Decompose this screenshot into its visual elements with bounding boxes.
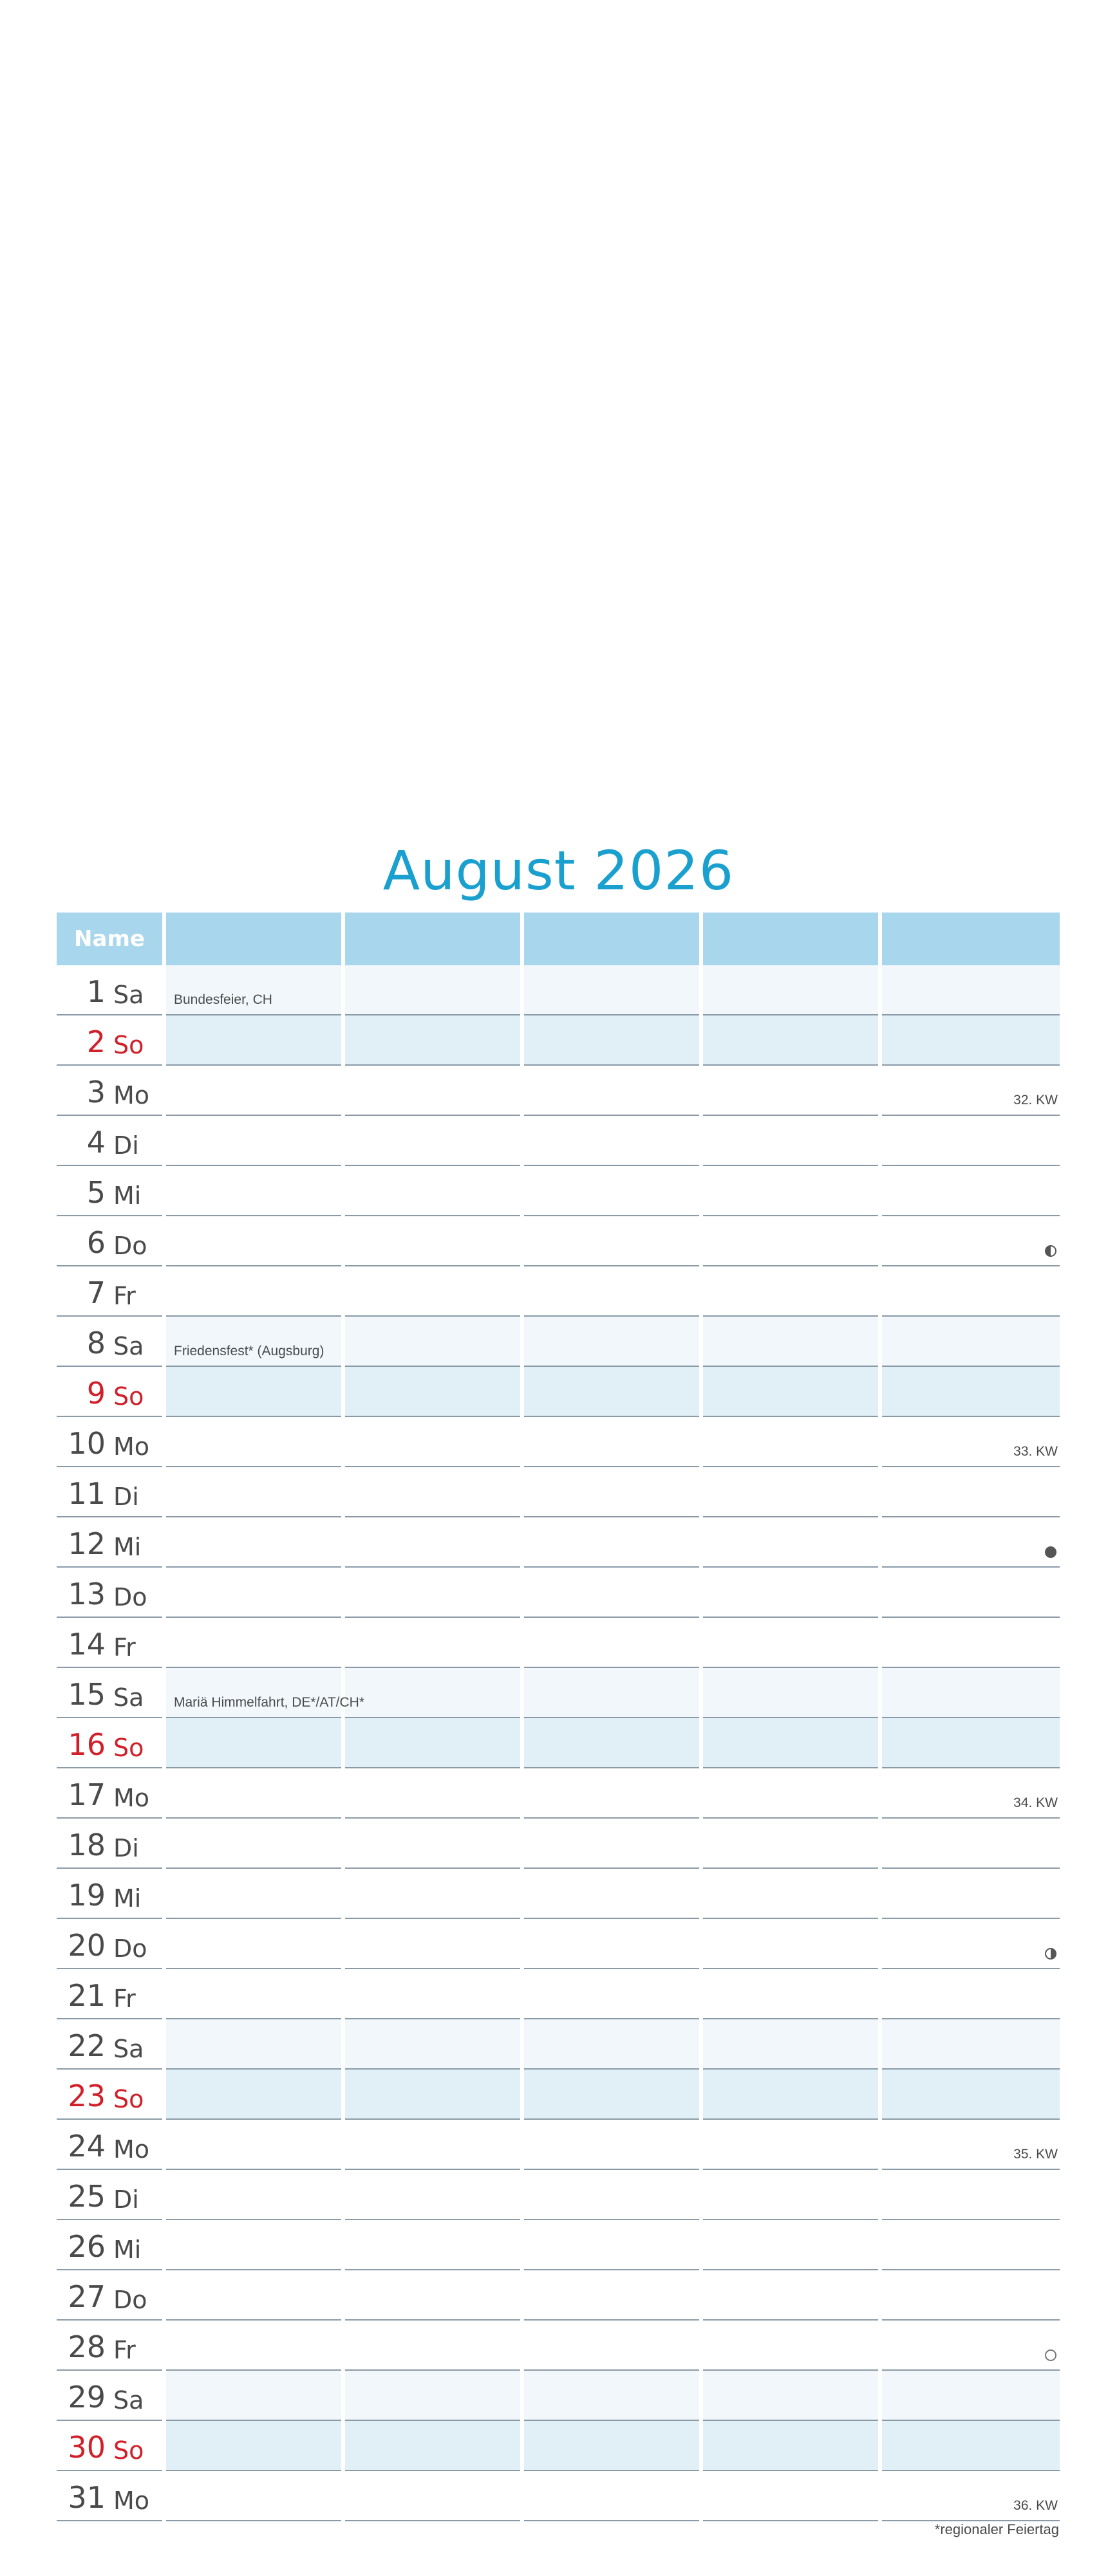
entry-cell[interactable] <box>166 1517 341 1568</box>
entry-cell[interactable] <box>345 1015 520 1066</box>
entry-cell[interactable] <box>882 1869 1060 1919</box>
entry-cell[interactable] <box>166 1568 341 1618</box>
entry-cell[interactable] <box>882 1568 1060 1618</box>
entry-cell[interactable] <box>345 1166 520 1216</box>
entry-cell[interactable] <box>882 2019 1060 2070</box>
footnote: *regionaler Feiertag <box>934 2521 1059 2537</box>
day-name: Mi <box>113 1884 142 1913</box>
entry-cell[interactable] <box>524 1869 699 1919</box>
header-column-2[interactable] <box>345 913 520 965</box>
day-number: 4 <box>86 1125 106 1160</box>
entry-cell[interactable] <box>524 1718 699 1768</box>
day-name: Fr <box>113 1282 136 1310</box>
entry-cell[interactable] <box>524 1116 699 1166</box>
entry-cell[interactable] <box>882 1668 1060 1718</box>
day-number: 16 <box>68 1727 106 1762</box>
entry-cell[interactable] <box>703 2120 878 2170</box>
day-name: Do <box>113 2286 147 2314</box>
day-name: Sa <box>113 2035 144 2063</box>
day-name: Do <box>113 1583 147 1611</box>
day-number: 19 <box>68 1878 106 1913</box>
header-column-5[interactable] <box>882 913 1060 965</box>
day-number: 15 <box>68 1677 106 1712</box>
entry-cell[interactable] <box>166 2070 341 2120</box>
entry-cell[interactable] <box>345 1417 520 1467</box>
day-number: 14 <box>68 1627 106 1662</box>
day-number: 23 <box>68 2079 106 2113</box>
new-moon-icon <box>1045 1546 1056 1558</box>
entry-cell[interactable] <box>882 1166 1060 1216</box>
entry-cell[interactable] <box>345 1969 520 2019</box>
entry-cell[interactable] <box>166 1819 341 1869</box>
entry-cell[interactable] <box>166 1467 341 1517</box>
entry-cell[interactable] <box>882 2220 1060 2270</box>
entry-cell[interactable] <box>703 1668 878 1718</box>
holiday-label: Friedensfest* (Augsburg) <box>174 1344 324 1358</box>
day-name: So <box>113 1031 144 1059</box>
entry-cell[interactable] <box>703 1317 878 1367</box>
day-number: 8 <box>86 1326 106 1360</box>
day-name: Do <box>113 1232 147 1260</box>
entry-cell[interactable] <box>882 1768 1060 1819</box>
entry-cell[interactable] <box>524 1166 699 1216</box>
entry-cell[interactable] <box>524 2471 699 2521</box>
calendar-week-label: 34. KW <box>1013 1795 1058 1810</box>
entry-cell[interactable] <box>166 2371 341 2421</box>
entry-cell[interactable] <box>882 1116 1060 1166</box>
entry-cell[interactable] <box>345 1568 520 1618</box>
entry-cell[interactable] <box>882 1618 1060 1668</box>
entry-cell[interactable] <box>345 2170 520 2220</box>
day-number: 6 <box>86 1225 106 1260</box>
entry-cell[interactable] <box>524 1317 699 1367</box>
entry-cell[interactable] <box>166 2120 341 2170</box>
day-number: 12 <box>68 1526 106 1561</box>
day-name: Di <box>113 2185 139 2214</box>
entry-cell[interactable] <box>882 2471 1060 2521</box>
entry-cell[interactable] <box>345 2270 520 2321</box>
entry-cell[interactable] <box>882 1517 1060 1568</box>
day-name: Sa <box>113 1332 144 1360</box>
entry-cell[interactable] <box>524 1216 699 1266</box>
day-number: 21 <box>68 1978 106 2013</box>
header-column-4[interactable] <box>703 913 878 965</box>
day-name: Mo <box>113 1784 150 1812</box>
calendar-week-label: 36. KW <box>1013 2498 1058 2513</box>
entry-cell[interactable] <box>703 1869 878 1919</box>
entry-cell[interactable] <box>166 1266 341 1317</box>
entry-cell[interactable] <box>703 2220 878 2270</box>
entry-cell[interactable] <box>345 1919 520 1969</box>
entry-cell[interactable] <box>524 1066 699 1116</box>
entry-cell[interactable] <box>166 1618 341 1668</box>
day-name: Mo <box>113 1432 150 1461</box>
entry-cell[interactable] <box>524 1417 699 1467</box>
entry-cell[interactable] <box>524 1819 699 1869</box>
entry-cell[interactable] <box>345 2371 520 2421</box>
entry-cell[interactable] <box>882 1819 1060 1869</box>
day-number: 28 <box>68 2330 106 2364</box>
entry-cell[interactable] <box>524 1668 699 1718</box>
entry-cell[interactable] <box>166 1166 341 1216</box>
day-name: Sa <box>113 1683 144 1712</box>
entry-cell[interactable] <box>524 1367 699 1417</box>
entry-cell[interactable] <box>882 1969 1060 2019</box>
first-quarter-moon-icon <box>1045 1948 1056 1960</box>
entry-cell[interactable] <box>345 1768 520 1819</box>
entry-cell[interactable] <box>882 2270 1060 2321</box>
day-name: So <box>113 1382 144 1411</box>
entry-cell[interactable] <box>882 2120 1060 2170</box>
day-number: 29 <box>68 2380 106 2414</box>
entry-cell[interactable] <box>703 2471 878 2521</box>
entry-cell[interactable] <box>345 2120 520 2170</box>
day-number: 30 <box>68 2430 106 2465</box>
entry-cell[interactable] <box>345 1266 520 1317</box>
entry-cell[interactable] <box>166 1869 341 1919</box>
day-name: Mo <box>113 2135 150 2164</box>
entry-cell[interactable] <box>166 1116 341 1166</box>
day-number: 20 <box>68 1928 106 1963</box>
entry-cell[interactable] <box>524 1568 699 1618</box>
entry-cell[interactable] <box>345 1367 520 1417</box>
calendar-week-label: 32. KW <box>1013 1093 1058 1107</box>
entry-cell[interactable] <box>524 965 699 1015</box>
entry-cell[interactable] <box>345 1317 520 1367</box>
entry-cell[interactable] <box>703 1568 878 1618</box>
day-number: 31 <box>68 2480 106 2515</box>
full-moon-icon <box>1045 2349 1056 2361</box>
day-name: Mi <box>113 2236 142 2264</box>
entry-cell[interactable] <box>166 1417 341 1467</box>
entry-cell[interactable] <box>524 2019 699 2070</box>
entry-cell[interactable] <box>524 2120 699 2170</box>
entry-cell[interactable] <box>345 2220 520 2270</box>
day-name: Fr <box>113 1985 136 2013</box>
entry-cell[interactable] <box>882 2321 1060 2371</box>
entry-cell[interactable] <box>882 1015 1060 1066</box>
day-name: Fr <box>113 1633 136 1662</box>
day-number: 7 <box>86 1275 106 1310</box>
entry-cell[interactable] <box>166 2421 341 2471</box>
day-name: Mi <box>113 1533 142 1561</box>
entry-cell[interactable] <box>345 1718 520 1768</box>
entry-cell[interactable] <box>703 1266 878 1317</box>
entry-cell[interactable] <box>345 2321 520 2371</box>
entry-cell[interactable] <box>703 1517 878 1568</box>
day-name: Di <box>113 1834 139 1862</box>
day-number: 5 <box>86 1175 106 1210</box>
day-name: Sa <box>113 2386 144 2414</box>
calendar-week-label: 33. KW <box>1013 1444 1058 1459</box>
header-column-1[interactable] <box>166 913 341 965</box>
entry-cell[interactable] <box>524 1969 699 2019</box>
entry-cell[interactable] <box>345 2019 520 2070</box>
entry-cell[interactable] <box>166 1969 341 2019</box>
entry-cell[interactable] <box>166 2170 341 2220</box>
day-name: So <box>113 2085 144 2113</box>
day-name: Fr <box>113 2336 136 2364</box>
entry-cell[interactable] <box>703 1768 878 1819</box>
entry-cell[interactable] <box>703 1216 878 1266</box>
entry-cell[interactable] <box>524 2321 699 2371</box>
entry-cell[interactable] <box>345 1869 520 1919</box>
last-quarter-moon-icon <box>1045 1245 1056 1257</box>
day-number: 13 <box>68 1577 106 1611</box>
entry-cell[interactable] <box>703 1819 878 1869</box>
day-number: 24 <box>68 2129 106 2164</box>
day-number: 1 <box>86 974 106 1009</box>
entry-cell[interactable] <box>524 2270 699 2321</box>
holiday-label: Mariä Himmelfahrt, DE*/AT/CH* <box>174 1695 364 1710</box>
day-number: 2 <box>86 1024 106 1059</box>
day-number: 22 <box>68 2028 106 2063</box>
entry-cell[interactable] <box>524 1919 699 1969</box>
entry-cell[interactable] <box>882 1317 1060 1367</box>
day-number: 9 <box>86 1376 106 1411</box>
entry-cell[interactable] <box>166 965 341 1015</box>
entry-cell[interactable] <box>703 1969 878 2019</box>
day-name: Sa <box>113 981 144 1009</box>
entry-cell[interactable] <box>345 965 520 1015</box>
entry-cell[interactable] <box>882 2421 1060 2471</box>
entry-cell[interactable] <box>882 1718 1060 1768</box>
entry-cell[interactable] <box>703 2019 878 2070</box>
entry-cell[interactable] <box>166 1718 341 1768</box>
entry-cell[interactable] <box>703 2371 878 2421</box>
entry-cell[interactable] <box>166 1919 341 1969</box>
entry-cell[interactable] <box>703 2070 878 2120</box>
entry-cell[interactable] <box>345 1668 520 1718</box>
entry-cell[interactable] <box>703 2270 878 2321</box>
entry-cell[interactable] <box>524 1266 699 1317</box>
entry-cell[interactable] <box>166 2220 341 2270</box>
entry-cell[interactable] <box>882 1367 1060 1417</box>
entry-cell[interactable] <box>703 2321 878 2371</box>
entry-cell[interactable] <box>882 1417 1060 1467</box>
entry-cell[interactable] <box>166 1066 341 1116</box>
entry-cell[interactable] <box>345 1066 520 1116</box>
entry-cell[interactable] <box>524 1768 699 1819</box>
month-title: August 2026 <box>382 839 735 902</box>
day-name: So <box>113 2436 144 2465</box>
day-number: 17 <box>68 1777 106 1812</box>
entry-cell[interactable] <box>703 1367 878 1417</box>
day-name: Di <box>113 1131 139 1160</box>
entry-cell[interactable] <box>166 2019 341 2070</box>
entry-cell[interactable] <box>166 2321 341 2371</box>
entry-cell[interactable] <box>882 2371 1060 2421</box>
entry-cell[interactable] <box>345 2471 520 2521</box>
entry-cell[interactable] <box>703 2421 878 2471</box>
entry-cell[interactable] <box>703 1618 878 1668</box>
entry-cell[interactable] <box>345 1618 520 1668</box>
day-name: Mo <box>113 2487 150 2515</box>
calendar-week-label: 35. KW <box>1013 2147 1058 2162</box>
day-name: Mo <box>113 1081 150 1109</box>
entry-cell[interactable] <box>345 2070 520 2120</box>
entry-cell[interactable] <box>703 1467 878 1517</box>
entry-cell[interactable] <box>882 2070 1060 2120</box>
day-number: 3 <box>86 1075 106 1109</box>
entry-cell[interactable] <box>703 2170 878 2220</box>
entry-cell[interactable] <box>703 1116 878 1166</box>
entry-cell[interactable] <box>524 2170 699 2220</box>
entry-cell[interactable] <box>703 1166 878 1216</box>
entry-cell[interactable] <box>882 965 1060 1015</box>
entry-cell[interactable] <box>524 2070 699 2120</box>
entry-cell[interactable] <box>882 1467 1060 1517</box>
entry-cell[interactable] <box>166 1367 341 1417</box>
entry-cell[interactable] <box>882 1216 1060 1266</box>
header-column-3[interactable] <box>524 913 699 965</box>
day-name: Di <box>113 1483 139 1511</box>
header-name-cell: Name <box>57 913 162 965</box>
entry-cell[interactable] <box>166 1668 341 1718</box>
entry-cell[interactable] <box>345 1819 520 1869</box>
entry-cell[interactable] <box>524 1467 699 1517</box>
entry-cell[interactable] <box>524 2220 699 2270</box>
entry-cell[interactable] <box>524 1517 699 1568</box>
day-name: Mi <box>113 1181 142 1210</box>
entry-cell[interactable] <box>882 1919 1060 1969</box>
entry-cell[interactable] <box>345 1116 520 1166</box>
entry-cell[interactable] <box>703 1066 878 1116</box>
day-name: So <box>113 1734 144 1762</box>
entry-cell[interactable] <box>166 1317 341 1367</box>
entry-cell[interactable] <box>882 1066 1060 1116</box>
entry-cell[interactable] <box>345 1517 520 1568</box>
entry-cell[interactable] <box>166 2270 341 2321</box>
entry-cell[interactable] <box>524 1618 699 1668</box>
entry-cell[interactable] <box>345 2421 520 2471</box>
day-name: Do <box>113 1934 147 1963</box>
entry-cell[interactable] <box>703 1015 878 1066</box>
holiday-label: Bundesfeier, CH <box>174 992 272 1007</box>
entry-cell[interactable] <box>703 1417 878 1467</box>
day-number: 18 <box>68 1828 106 1862</box>
entry-cell[interactable] <box>524 2421 699 2471</box>
entry-cell[interactable] <box>166 1015 341 1066</box>
day-number: 27 <box>68 2279 106 2314</box>
entry-cell[interactable] <box>166 1216 341 1266</box>
entry-cell[interactable] <box>345 1216 520 1266</box>
entry-cell[interactable] <box>166 1768 341 1819</box>
entry-cell[interactable] <box>882 1266 1060 1317</box>
entry-cell[interactable] <box>524 1015 699 1066</box>
entry-cell[interactable] <box>882 2170 1060 2220</box>
entry-cell[interactable] <box>524 2371 699 2421</box>
day-number: 25 <box>68 2179 106 2214</box>
entry-cell[interactable] <box>703 965 878 1015</box>
entry-cell[interactable] <box>703 1718 878 1768</box>
entry-cell[interactable] <box>166 2471 341 2521</box>
day-number: 26 <box>68 2229 106 2264</box>
entry-cell[interactable] <box>345 1467 520 1517</box>
day-number: 11 <box>68 1476 106 1511</box>
entry-cell[interactable] <box>703 1919 878 1969</box>
day-number: 10 <box>68 1426 106 1461</box>
